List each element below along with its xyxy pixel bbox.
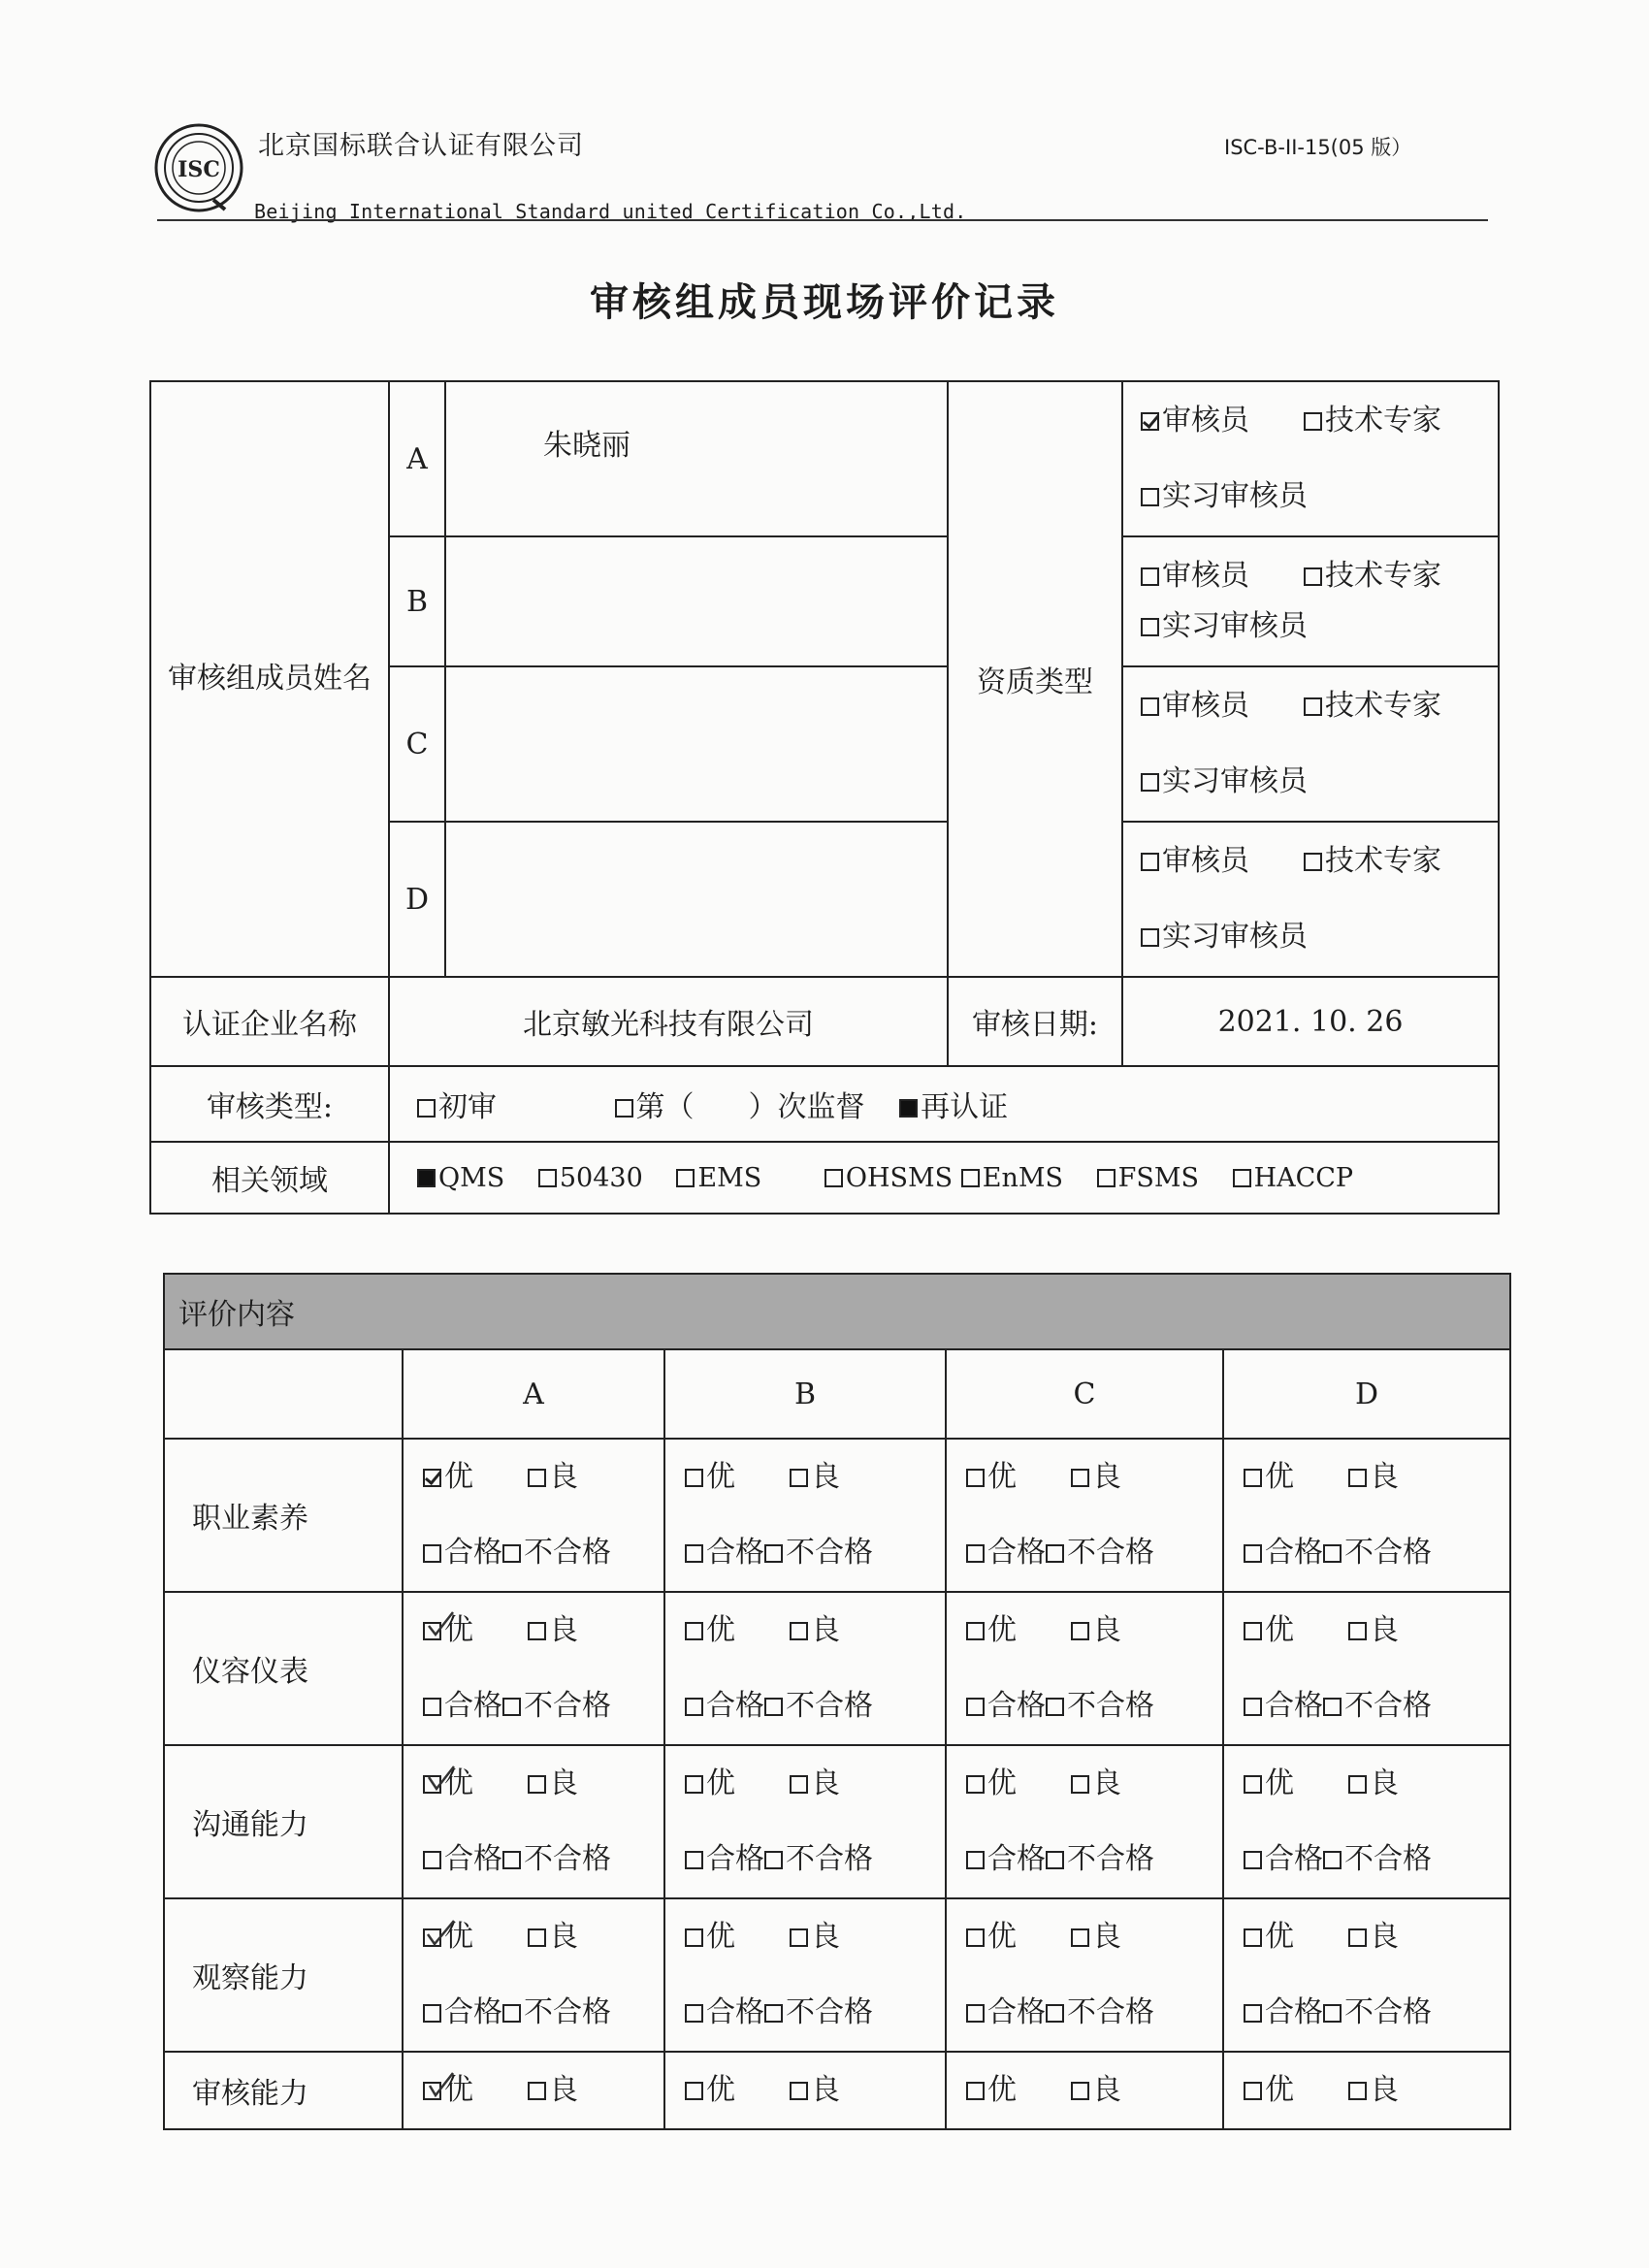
good-checkbox[interactable] — [528, 1775, 546, 1794]
good-checkbox[interactable] — [790, 2082, 808, 2100]
good-label: 良 — [1092, 1613, 1121, 1647]
intern-option-label: 实习审核员 — [1162, 764, 1308, 798]
excellent-checkbox[interactable] — [966, 1469, 985, 1487]
good-checkbox[interactable] — [1071, 1775, 1089, 1794]
pass-checkbox[interactable] — [966, 2004, 985, 2023]
excellent-label: 优 — [987, 1920, 1017, 1954]
fail-checkbox[interactable] — [1046, 1544, 1064, 1563]
excellent-label: 优 — [706, 1920, 735, 1954]
expert-checkbox[interactable] — [1304, 853, 1322, 871]
evaluation-columns-row — [164, 1349, 1510, 1439]
expert-option-label: 技术专家 — [1325, 404, 1441, 437]
member-name-field[interactable] — [445, 536, 948, 666]
good-label: 良 — [811, 1460, 840, 1494]
pass-label: 合格 — [444, 1842, 502, 1876]
good-label: 良 — [1370, 1613, 1399, 1647]
form-code: ISC-B-II-15(05 版） — [1224, 136, 1412, 159]
fsms-checkbox[interactable] — [1097, 1169, 1116, 1187]
excellent-label: 优 — [1265, 1920, 1294, 1954]
audit-type-label: 审核类型: — [150, 1066, 389, 1142]
members-table — [149, 380, 1500, 1215]
rating-cell-c — [946, 1592, 1223, 1745]
fail-label: 不合格 — [1067, 1536, 1154, 1570]
qms-checkbox[interactable] — [417, 1169, 436, 1187]
good-label: 良 — [549, 1460, 578, 1494]
excellent-checkbox[interactable] — [423, 1928, 441, 1947]
intern-checkbox[interactable] — [1141, 928, 1159, 947]
qualification-cell — [1122, 536, 1499, 666]
excellent-label: 优 — [706, 1613, 735, 1647]
excellent-label: 优 — [444, 1613, 473, 1647]
fail-label: 不合格 — [786, 1842, 873, 1876]
column-header-a: A — [403, 1349, 664, 1439]
domain-label: FSMS — [1117, 1162, 1199, 1193]
auditor-option-label: 审核员 — [1162, 404, 1249, 437]
excellent-checkbox[interactable] — [1244, 2082, 1262, 2100]
pass-checkbox[interactable] — [966, 1544, 985, 1563]
pass-checkbox[interactable] — [1244, 1851, 1262, 1869]
auditor-checkbox[interactable] — [1141, 853, 1159, 871]
auditor-option-label: 审核员 — [1162, 559, 1249, 593]
rating-cell-c — [946, 1439, 1223, 1592]
qualification-label: 资质类型 — [948, 381, 1122, 977]
fail-label: 不合格 — [524, 1995, 611, 2029]
pass-checkbox[interactable] — [1244, 1698, 1262, 1716]
auditor-checkbox[interactable] — [1141, 567, 1159, 586]
good-label: 良 — [1092, 2073, 1121, 2107]
empty-corner — [164, 1349, 403, 1439]
expert-checkbox[interactable] — [1304, 567, 1322, 586]
auditor-option-label: 审核员 — [1162, 844, 1249, 878]
good-checkbox[interactable] — [528, 2082, 546, 2100]
rating-cell-d — [1223, 1745, 1510, 1898]
good-label: 良 — [1092, 1920, 1121, 1954]
column-header-d: D — [1223, 1349, 1510, 1439]
fail-checkbox[interactable] — [764, 1851, 783, 1869]
good-checkbox[interactable] — [528, 1622, 546, 1640]
rating-cell-c — [946, 1898, 1223, 2052]
intern-checkbox[interactable] — [1141, 488, 1159, 506]
fail-checkbox[interactable] — [502, 1851, 521, 1869]
fail-checkbox[interactable] — [1323, 1544, 1342, 1563]
fail-label: 不合格 — [524, 1842, 611, 1876]
excellent-checkbox[interactable] — [423, 1622, 441, 1640]
excellent-label: 优 — [987, 1613, 1017, 1647]
excellent-checkbox[interactable] — [685, 1469, 703, 1487]
excellent-checkbox[interactable] — [685, 1622, 703, 1640]
criterion-label: 审核能力 — [164, 2052, 403, 2129]
domain-label: EnMS — [982, 1162, 1063, 1193]
fail-label: 不合格 — [524, 1689, 611, 1723]
excellent-checkbox[interactable] — [423, 1775, 441, 1794]
excellent-label: 优 — [1265, 2073, 1294, 2107]
recertification-checkbox[interactable] — [899, 1099, 918, 1118]
pass-checkbox[interactable] — [966, 1851, 985, 1869]
recertification-label: 再认证 — [921, 1090, 1009, 1124]
expert-option-label: 技术专家 — [1325, 844, 1441, 878]
qualification-cell — [1122, 381, 1499, 536]
members-label: 审核组成员姓名 — [150, 381, 389, 977]
criterion-row — [164, 1898, 1510, 2052]
fail-label: 不合格 — [1344, 1689, 1432, 1723]
audit-date-label: 审核日期: — [948, 977, 1122, 1066]
fail-label: 不合格 — [1344, 1995, 1432, 2029]
excellent-label: 优 — [1265, 1766, 1294, 1800]
good-label: 良 — [549, 1766, 578, 1800]
excellent-label: 优 — [987, 2073, 1017, 2107]
excellent-checkbox[interactable] — [685, 2082, 703, 2100]
criterion-row — [164, 1439, 1510, 1592]
pass-label: 合格 — [1265, 1689, 1323, 1723]
initial-audit-label: 初审 — [438, 1090, 497, 1124]
excellent-label: 优 — [444, 1766, 473, 1800]
good-label: 良 — [1370, 1766, 1399, 1800]
rating-cell-b — [664, 1439, 946, 1592]
rating-cell-b — [664, 1745, 946, 1898]
excellent-checkbox[interactable] — [685, 1928, 703, 1947]
member-name-field[interactable]: 朱晓丽 — [445, 381, 948, 536]
pass-label: 合格 — [444, 1536, 502, 1570]
excellent-label: 优 — [706, 2073, 735, 2107]
auditor-checkbox[interactable] — [1141, 412, 1159, 431]
excellent-label: 优 — [1265, 1613, 1294, 1647]
expert-option-label: 技术专家 — [1325, 689, 1441, 723]
evaluation-section-label: 评价内容 — [164, 1274, 1510, 1349]
pass-checkbox[interactable] — [685, 1851, 703, 1869]
excellent-label: 优 — [444, 1920, 473, 1954]
column-header-c: C — [946, 1349, 1223, 1439]
excellent-label: 优 — [987, 1460, 1017, 1494]
good-label: 良 — [1092, 1460, 1121, 1494]
good-checkbox[interactable] — [790, 1469, 808, 1487]
company-name-cn: 北京国标联合认证有限公司 — [258, 131, 584, 161]
fail-checkbox[interactable] — [1046, 1851, 1064, 1869]
fail-label: 不合格 — [1067, 1689, 1154, 1723]
header-divider — [157, 219, 1488, 221]
pass-label: 合格 — [1265, 1995, 1323, 2029]
qualification-cell — [1122, 822, 1499, 977]
member-name-field[interactable] — [445, 822, 948, 977]
good-label: 良 — [1092, 1766, 1121, 1800]
rating-cell-c — [946, 1745, 1223, 1898]
fail-checkbox[interactable] — [1046, 2004, 1064, 2023]
fail-label: 不合格 — [1067, 1842, 1154, 1876]
fail-checkbox[interactable] — [1323, 1698, 1342, 1716]
pass-checkbox[interactable] — [685, 1544, 703, 1563]
good-label: 良 — [549, 1613, 578, 1647]
audit-type-row — [150, 1066, 1499, 1142]
member-letter: D — [389, 822, 445, 977]
intern-checkbox[interactable] — [1141, 618, 1159, 636]
haccp-checkbox[interactable] — [1233, 1169, 1251, 1187]
excellent-checkbox[interactable] — [423, 1469, 441, 1487]
good-label: 良 — [811, 1766, 840, 1800]
member-letter: C — [389, 666, 445, 822]
excellent-checkbox[interactable] — [1244, 1469, 1262, 1487]
pass-checkbox[interactable] — [423, 1698, 441, 1716]
criterion-label: 职业素养 — [164, 1439, 403, 1592]
pass-label: 合格 — [706, 1689, 764, 1723]
company-label: 认证企业名称 — [150, 977, 389, 1066]
ems-checkbox[interactable] — [676, 1169, 695, 1187]
handwritten-check-icon — [426, 1917, 455, 1946]
rating-cell-b — [664, 1592, 946, 1745]
criterion-label: 沟通能力 — [164, 1745, 403, 1898]
criterion-row — [164, 1592, 1510, 1745]
good-checkbox[interactable] — [790, 1622, 808, 1640]
domain-label: QMS — [438, 1162, 505, 1193]
pass-label: 合格 — [706, 1536, 764, 1570]
pass-checkbox[interactable] — [685, 1698, 703, 1716]
logo-text: ISC — [178, 157, 220, 182]
rating-cell-a — [403, 1898, 664, 2052]
pass-label: 合格 — [987, 1689, 1046, 1723]
pass-label: 合格 — [444, 1995, 502, 2029]
good-checkbox[interactable] — [790, 1775, 808, 1794]
fail-checkbox[interactable] — [764, 2004, 783, 2023]
good-label: 良 — [549, 2073, 578, 2107]
good-label: 良 — [1370, 1920, 1399, 1954]
handwritten-check-icon — [426, 2070, 455, 2099]
fail-checkbox[interactable] — [502, 1698, 521, 1716]
excellent-label: 优 — [444, 2073, 473, 2107]
expert-checkbox[interactable] — [1304, 697, 1322, 716]
auditor-option-label: 审核员 — [1162, 689, 1249, 723]
company-row — [150, 977, 1499, 1066]
excellent-checkbox[interactable] — [423, 2082, 441, 2100]
excellent-label: 优 — [987, 1766, 1017, 1800]
fail-label: 不合格 — [786, 1689, 873, 1723]
criterion-label: 仪容仪表 — [164, 1592, 403, 1745]
column-header-b: B — [664, 1349, 946, 1439]
evaluation-table — [163, 1273, 1511, 2130]
good-checkbox[interactable] — [1071, 1622, 1089, 1640]
excellent-checkbox[interactable] — [966, 2082, 985, 2100]
member-letter: A — [389, 381, 445, 536]
pass-checkbox[interactable] — [423, 1851, 441, 1869]
domains-label: 相关领域 — [150, 1142, 389, 1214]
domains-options — [389, 1142, 1499, 1214]
handwritten-check-icon — [426, 1610, 455, 1639]
domain-label: EMS — [697, 1162, 762, 1193]
rating-cell-a — [403, 1592, 664, 1745]
excellent-label: 优 — [1265, 1460, 1294, 1494]
rating-cell-d — [1223, 1898, 1510, 2052]
rating-cell-a — [403, 1745, 664, 1898]
excellent-label: 优 — [706, 1766, 735, 1800]
excellent-checkbox[interactable] — [966, 1928, 985, 1947]
fail-checkbox[interactable] — [764, 1544, 783, 1563]
excellent-checkbox[interactable] — [1244, 1928, 1262, 1947]
excellent-label: 优 — [444, 1460, 473, 1494]
surveillance-suffix: ）次监督 — [748, 1090, 865, 1124]
rating-cell-b — [664, 1898, 946, 2052]
good-checkbox[interactable] — [1348, 1928, 1367, 1947]
domain-label: OHSMS — [845, 1162, 954, 1193]
member-name-field[interactable] — [445, 666, 948, 822]
good-label: 良 — [549, 1920, 578, 1954]
intern-option-label: 实习审核员 — [1162, 479, 1308, 513]
good-checkbox[interactable] — [1348, 1622, 1367, 1640]
fail-label: 不合格 — [1344, 1536, 1432, 1570]
fail-checkbox[interactable] — [1323, 1851, 1342, 1869]
qualification-cell — [1122, 666, 1499, 822]
rating-cell-a — [403, 1439, 664, 1592]
evaluation-header-row — [164, 1274, 1510, 1349]
50430-checkbox[interactable] — [538, 1169, 557, 1187]
excellent-checkbox[interactable] — [966, 1775, 985, 1794]
rating-cell-d — [1223, 1439, 1510, 1592]
good-checkbox[interactable] — [528, 1928, 546, 1947]
page-title: 审核组成员现场评价记录 — [590, 280, 1059, 325]
domain-label: HACCP — [1253, 1162, 1354, 1193]
excellent-checkbox[interactable] — [685, 1775, 703, 1794]
domain-label: 50430 — [559, 1162, 643, 1193]
company-name-en: Beijing International Standard united Certification Co.,Ltd. — [254, 200, 967, 223]
rating-cell-c — [946, 2052, 1223, 2129]
rating-cell-d — [1223, 2052, 1510, 2129]
good-label: 良 — [811, 2073, 840, 2107]
criterion-label: 观察能力 — [164, 1898, 403, 2052]
member-letter: B — [389, 536, 445, 666]
rating-cell-d — [1223, 1592, 1510, 1745]
audit-date-field[interactable]: 2021. 10. 26 — [1122, 977, 1499, 1066]
excellent-checkbox[interactable] — [1244, 1622, 1262, 1640]
good-label: 良 — [1370, 1460, 1399, 1494]
ohsms-checkbox[interactable] — [824, 1169, 843, 1187]
pass-checkbox[interactable] — [1244, 2004, 1262, 2023]
pass-checkbox[interactable] — [966, 1698, 985, 1716]
excellent-checkbox[interactable] — [966, 1622, 985, 1640]
good-checkbox[interactable] — [1071, 1469, 1089, 1487]
domains-row — [150, 1142, 1499, 1214]
good-checkbox[interactable] — [1071, 2082, 1089, 2100]
initial-audit-checkbox[interactable] — [417, 1099, 436, 1118]
fail-label: 不合格 — [524, 1536, 611, 1570]
fail-label: 不合格 — [786, 1536, 873, 1570]
handwritten-check-icon — [426, 1764, 455, 1793]
good-label: 良 — [811, 1613, 840, 1647]
pass-label: 合格 — [987, 1842, 1046, 1876]
intern-checkbox[interactable] — [1141, 773, 1159, 792]
good-label: 良 — [811, 1920, 840, 1954]
good-checkbox[interactable] — [790, 1928, 808, 1947]
fail-label: 不合格 — [1344, 1842, 1432, 1876]
pass-label: 合格 — [987, 1995, 1046, 2029]
surveillance-checkbox[interactable] — [615, 1099, 633, 1118]
surveillance-prefix: 第（ — [635, 1090, 695, 1124]
criterion-row — [164, 2052, 1510, 2129]
good-checkbox[interactable] — [528, 1469, 546, 1487]
rating-cell-b — [664, 2052, 946, 2129]
pass-label: 合格 — [987, 1536, 1046, 1570]
good-checkbox[interactable] — [1348, 2082, 1367, 2100]
excellent-label: 优 — [706, 1460, 735, 1494]
fail-checkbox[interactable] — [764, 1698, 783, 1716]
good-checkbox[interactable] — [1348, 1775, 1367, 1794]
auditor-checkbox[interactable] — [1141, 697, 1159, 716]
fail-label: 不合格 — [1067, 1995, 1154, 2029]
pass-checkbox[interactable] — [685, 2004, 703, 2023]
pass-label: 合格 — [706, 1995, 764, 2029]
excellent-checkbox[interactable] — [1244, 1775, 1262, 1794]
expert-checkbox[interactable] — [1304, 412, 1322, 431]
pass-checkbox[interactable] — [1244, 1544, 1262, 1563]
fail-checkbox[interactable] — [1323, 2004, 1342, 2023]
intern-option-label: 实习审核员 — [1162, 609, 1308, 643]
pass-label: 合格 — [444, 1689, 502, 1723]
pass-label: 合格 — [1265, 1842, 1323, 1876]
intern-option-label: 实习审核员 — [1162, 920, 1308, 954]
audit-type-options — [389, 1066, 1499, 1142]
fail-checkbox[interactable] — [502, 1544, 521, 1563]
isc-logo — [153, 122, 244, 213]
fail-checkbox[interactable] — [1046, 1698, 1064, 1716]
pass-checkbox[interactable] — [423, 2004, 441, 2023]
expert-option-label: 技术专家 — [1325, 559, 1441, 593]
pass-label: 合格 — [706, 1842, 764, 1876]
good-checkbox[interactable] — [1071, 1928, 1089, 1947]
good-checkbox[interactable] — [1348, 1469, 1367, 1487]
criterion-row — [164, 1745, 1510, 1898]
pass-label: 合格 — [1265, 1536, 1323, 1570]
member-row-a — [150, 381, 1499, 536]
good-label: 良 — [1370, 2073, 1399, 2107]
enms-checkbox[interactable] — [961, 1169, 980, 1187]
company-name-field[interactable]: 北京敏光科技有限公司 — [389, 977, 948, 1066]
fail-checkbox[interactable] — [502, 2004, 521, 2023]
pass-checkbox[interactable] — [423, 1544, 441, 1563]
rating-cell-a — [403, 2052, 664, 2129]
fail-label: 不合格 — [786, 1995, 873, 2029]
